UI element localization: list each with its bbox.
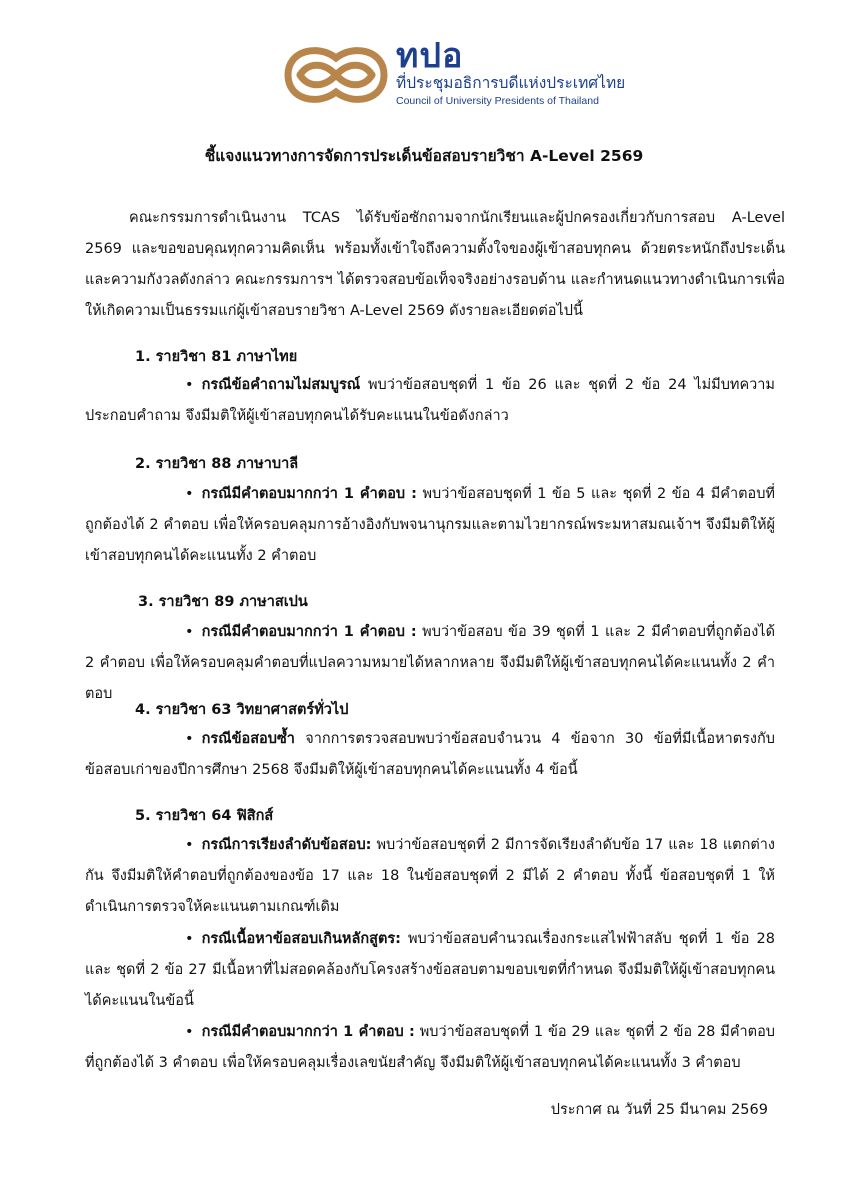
bullet-icon: • — [185, 486, 194, 502]
council-name-thai: ที่ประชุมอธิการบดีแห่งประเทศไทย — [396, 75, 626, 92]
item-label: กรณีข้อสอบซ้ำ — [201, 731, 295, 747]
bullet-icon: • — [185, 1024, 194, 1040]
document-title: ชี้แจงแนวทางการจัดการประเด็นข้อสอบรายวิชา A-Level 2569 — [204, 147, 644, 165]
section-item — [85, 617, 775, 710]
item-label: กรณีมีคำตอบมากกว่า 1 คำตอบ : — [201, 624, 417, 640]
council-name-english: Council of University Presidents of Thailand — [396, 95, 599, 107]
item-text: พบว่าข้อสอบชุดที่ 1 ข้อ 29 และ ชุดที่ 2 ข้อ 28 มีคำตอบที่ถูกต้องได้ 3 คำตอบ เพื่อให้ครอบคลุมเรื่องเลขนัยสำคัญ จึงมีมติให้ผู้เข้าสอบทุกคนได้คะแนนทั้ง 3 คำตอบ — [85, 1024, 775, 1071]
section-item — [85, 830, 775, 923]
item-label: กรณีข้อคำถามไม่สมบูรณ์ — [201, 377, 361, 393]
item-text: จากการตรวจสอบพบว่าข้อสอบจำนวน 4 ข้อจาก 30 ข้อที่มีเนื้อหาตรงกับข้อสอบเก่าของปีการศึกษา 2568 จึงมีมติให้ผู้เข้าสอบทุกคนได้คะแนนทั้ง 4 ข้อนี้ — [85, 731, 775, 778]
bullet-icon: • — [185, 731, 194, 747]
section-item — [85, 479, 775, 572]
section-heading: 4. รายวิชา 63 วิทยาศาสตร์ทั่วไป — [135, 702, 349, 718]
item-label: กรณีการเรียงลำดับข้อสอบ: — [201, 837, 372, 853]
item-label: กรณีมีคำตอบมากกว่า 1 คำตอบ : — [201, 1024, 415, 1040]
announcement-date: ประกาศ ณ วันที่ 25 มีนาคม 2569 — [550, 1102, 768, 1118]
item-label: กรณีเนื้อหาข้อสอบเกินหลักสูตร: — [201, 931, 401, 947]
bullet-icon: • — [185, 624, 194, 640]
council-emblem-icon — [278, 38, 394, 112]
item-label: กรณีมีคำตอบมากกว่า 1 คำตอบ : — [201, 486, 417, 502]
section-heading: 3. รายวิชา 89 ภาษาสเปน — [138, 594, 308, 610]
council-abbreviation: ทปอ — [396, 37, 464, 75]
intro-paragraph: คณะกรรมการดำเนินงาน TCAS ได้รับข้อซักถามจากนักเรียนและผู้ปกครองเกี่ยวกับการสอบ A-Level 2569 และขอขอบคุณทุกความคิดเห็น พร้อมทั้งเข้าใจถึงความตั้งใจของผู้เข้าสอบทุกคน ด้วยตระหนักถึงประเด็นและความกังวลดังกล่าว คณะกรรมการฯ ได้ตรวจสอบข้อเท็จจริงอย่างรอบด้าน และกำหนดแนวทางดำเนินการเพื่อให้เกิดความเป็นธรรมแก่ผู้เข้าสอบรายวิชา A-Level 2569 ดังรายละเอียดต่อไปนี้ — [85, 210, 785, 319]
bullet-icon: • — [185, 931, 194, 947]
section-heading: 2. รายวิชา 88 ภาษาบาลี — [135, 456, 299, 472]
section-item — [85, 724, 775, 786]
header-logo — [278, 37, 626, 118]
item-text: พบว่าข้อสอบ ข้อ 39 ชุดที่ 1 และ 2 มีคำตอบที่ถูกต้องได้ 2 คำตอบ เพื่อให้ครอบคลุมคำตอบที่แปลความหมายได้หลากหลาย จึงมีมติให้ผู้เข้าสอบทุกคนได้คะแนนทั้ง 2 คำตอบ — [85, 624, 775, 702]
section-item — [85, 370, 775, 432]
section-item — [85, 924, 775, 1017]
section-item — [85, 1017, 775, 1079]
item-text: พบว่าข้อสอบชุดที่ 1 ข้อ 26 และ ชุดที่ 2 ข้อ 24 ไม่มีบทความประกอบคำถาม จึงมีมติให้ผู้เข้าสอบทุกคนได้รับคะแนนในข้อดังกล่าว — [85, 377, 775, 424]
section-heading: 5. รายวิชา 64 ฟิสิกส์ — [135, 808, 274, 824]
section-heading: 1. รายวิชา 81 ภาษาไทย — [135, 349, 298, 365]
bullet-icon: • — [185, 837, 194, 853]
item-text: พบว่าข้อสอบชุดที่ 1 ข้อ 5 และ ชุดที่ 2 ข้อ 4 มีคำตอบที่ถูกต้องได้ 2 คำตอบ เพื่อให้ครอบคลุมการอ้างอิงกับพจนานุกรมและตามไวยากรณ์พระมหาสมณเจ้าฯ จึงมีมติให้ผู้เข้าสอบทุกคนได้คะแนนทั้ง 2 คำตอบ — [85, 486, 775, 564]
bullet-icon: • — [185, 377, 194, 393]
item-text: พบว่าข้อสอบคำนวณเรื่องกระแสไฟฟ้าสลับ ชุดที่ 1 ข้อ 28 และ ชุดที่ 2 ข้อ 27 มีเนื้อหาที่ไม่สอดคล้องกับโครงสร้างข้อสอบตามขอบเขตที่กำหนด จึงมีมติให้ผู้เข้าสอบทุกคนได้คะแนนในข้อนี้ — [85, 931, 775, 1009]
council-brand — [396, 37, 626, 108]
item-text: พบว่าข้อสอบชุดที่ 2 มีการจัดเรียงลำดับข้อ 17 และ 18 แตกต่างกัน จึงมีมติให้คำตอบที่ถูกต้องของข้อ 17 และ 18 ในข้อสอบชุดที่ 2 มีได้ 2 คำตอบ ทั้งนี้ ข้อสอบชุดที่ 1 ให้ดำเนินการตรวจให้คะแนนตามเกณฑ์เดิม — [85, 837, 775, 915]
